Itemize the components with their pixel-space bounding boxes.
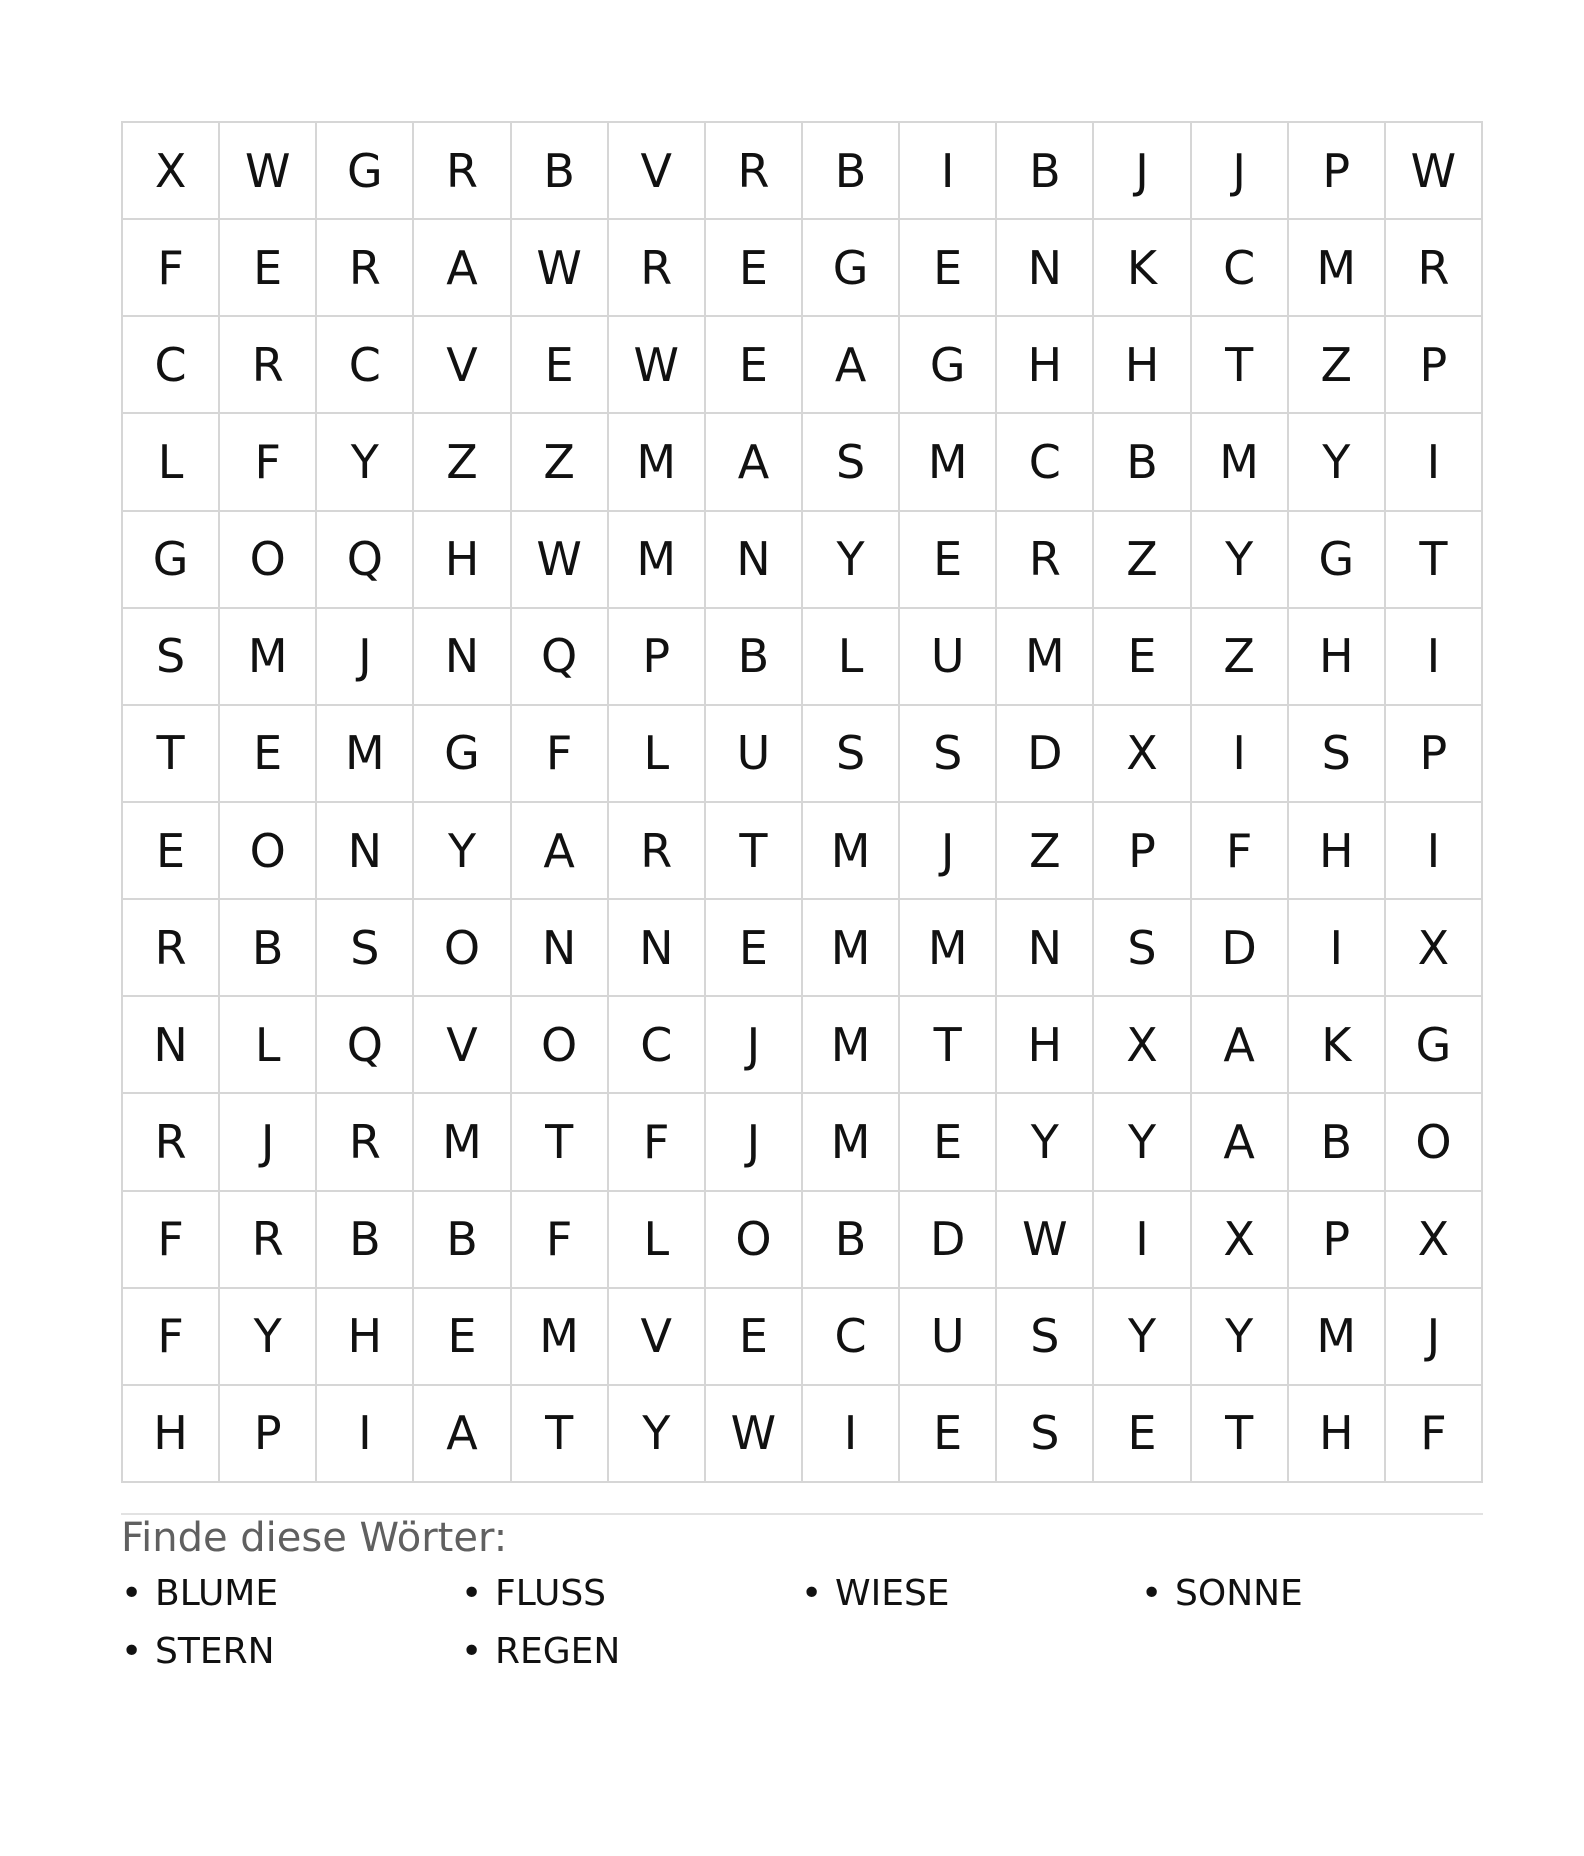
grid-cell[interactable]: E: [706, 900, 803, 997]
bullet-icon: •: [461, 1631, 483, 1672]
grid-cell[interactable]: U: [900, 609, 997, 706]
word-list-item: [461, 1628, 801, 1676]
grid-cell[interactable]: G: [803, 220, 900, 317]
grid-cell[interactable]: X: [123, 123, 220, 220]
grid-cell[interactable]: J: [1192, 123, 1289, 220]
grid-cell[interactable]: S: [1094, 900, 1191, 997]
grid-cell[interactable]: M: [997, 609, 1094, 706]
grid-cell[interactable]: M: [803, 803, 900, 900]
grid-cell[interactable]: M: [900, 414, 997, 511]
grid-cell[interactable]: Y: [220, 1289, 317, 1386]
grid-cell[interactable]: Y: [1094, 1289, 1191, 1386]
grid-cell[interactable]: R: [706, 123, 803, 220]
grid-cell[interactable]: Z: [1289, 317, 1386, 414]
grid-cell[interactable]: E: [900, 220, 997, 317]
grid-cell[interactable]: N: [512, 900, 609, 997]
grid-cell[interactable]: C: [997, 414, 1094, 511]
grid-cell[interactable]: S: [803, 706, 900, 803]
grid-cell[interactable]: S: [123, 609, 220, 706]
grid-cell[interactable]: M: [1289, 1289, 1386, 1386]
word-label: REGEN: [495, 1631, 621, 1672]
grid-cell[interactable]: Y: [1192, 512, 1289, 609]
grid-cell[interactable]: H: [997, 997, 1094, 1094]
grid-cell[interactable]: E: [220, 706, 317, 803]
grid-cell[interactable]: M: [803, 997, 900, 1094]
grid-cell[interactable]: V: [414, 997, 511, 1094]
grid-cell[interactable]: Q: [512, 609, 609, 706]
grid-cell[interactable]: K: [1094, 220, 1191, 317]
grid-cell[interactable]: R: [317, 1094, 414, 1191]
grid-cell[interactable]: Y: [997, 1094, 1094, 1191]
grid-cell[interactable]: B: [803, 1192, 900, 1289]
grid-cell[interactable]: M: [220, 609, 317, 706]
grid-cell[interactable]: M: [317, 706, 414, 803]
grid-cell[interactable]: L: [609, 706, 706, 803]
grid-cell[interactable]: S: [997, 1386, 1094, 1483]
grid-cell[interactable]: W: [220, 123, 317, 220]
grid-cell[interactable]: K: [1289, 997, 1386, 1094]
grid-cell[interactable]: M: [803, 900, 900, 997]
grid-cell[interactable]: G: [414, 706, 511, 803]
grid-cell[interactable]: U: [900, 1289, 997, 1386]
grid-cell[interactable]: A: [1192, 997, 1289, 1094]
grid-cell[interactable]: T: [1386, 512, 1483, 609]
grid-cell[interactable]: I: [1094, 1192, 1191, 1289]
grid-cell[interactable]: T: [123, 706, 220, 803]
grid-cell[interactable]: D: [900, 1192, 997, 1289]
grid-cell[interactable]: I: [1192, 706, 1289, 803]
grid-cell[interactable]: E: [414, 1289, 511, 1386]
bullet-icon: •: [1141, 1573, 1163, 1614]
letter-grid: [121, 121, 1483, 1483]
grid-cell[interactable]: E: [1094, 609, 1191, 706]
grid-cell[interactable]: X: [1386, 900, 1483, 997]
grid-cell[interactable]: N: [997, 900, 1094, 997]
grid-cell[interactable]: F: [123, 220, 220, 317]
grid-cell[interactable]: Q: [317, 997, 414, 1094]
grid-cell[interactable]: F: [609, 1094, 706, 1191]
grid-cell[interactable]: F: [220, 414, 317, 511]
grid-cell[interactable]: N: [414, 609, 511, 706]
grid-cell[interactable]: Z: [997, 803, 1094, 900]
word-list-item: [121, 1628, 461, 1676]
grid-cell[interactable]: E: [900, 1386, 997, 1483]
grid-cell[interactable]: M: [803, 1094, 900, 1191]
grid-cell[interactable]: F: [1386, 1386, 1483, 1483]
grid-cell[interactable]: T: [512, 1094, 609, 1191]
grid-cell[interactable]: C: [317, 317, 414, 414]
grid-cell[interactable]: P: [1289, 1192, 1386, 1289]
grid-cell[interactable]: E: [1094, 1386, 1191, 1483]
grid-cell[interactable]: W: [997, 1192, 1094, 1289]
grid-cell[interactable]: E: [706, 220, 803, 317]
grid-cell[interactable]: H: [317, 1289, 414, 1386]
grid-cell[interactable]: P: [1094, 803, 1191, 900]
grid-cell[interactable]: G: [900, 317, 997, 414]
grid-cell[interactable]: B: [414, 1192, 511, 1289]
grid-cell[interactable]: C: [803, 1289, 900, 1386]
grid-cell[interactable]: W: [512, 512, 609, 609]
grid-cell[interactable]: I: [1386, 414, 1483, 511]
word-label: SONNE: [1175, 1573, 1303, 1614]
grid-cell[interactable]: P: [1386, 317, 1483, 414]
grid-cell[interactable]: M: [512, 1289, 609, 1386]
grid-cell[interactable]: P: [1386, 706, 1483, 803]
grid-cell[interactable]: B: [1289, 1094, 1386, 1191]
word-label: BLUME: [155, 1573, 279, 1614]
grid-cell[interactable]: N: [123, 997, 220, 1094]
grid-cell[interactable]: W: [706, 1386, 803, 1483]
grid-cell[interactable]: W: [512, 220, 609, 317]
grid-cell[interactable]: O: [512, 997, 609, 1094]
word-label: WIESE: [835, 1573, 950, 1614]
grid-cell[interactable]: I: [900, 123, 997, 220]
grid-cell[interactable]: S: [317, 900, 414, 997]
grid-cell[interactable]: H: [1289, 1386, 1386, 1483]
grid-cell[interactable]: J: [900, 803, 997, 900]
grid-cell[interactable]: B: [997, 123, 1094, 220]
grid-cell[interactable]: S: [997, 1289, 1094, 1386]
grid-cell[interactable]: F: [123, 1289, 220, 1386]
word-list-item: [801, 1570, 1141, 1618]
grid-cell[interactable]: M: [900, 900, 997, 997]
grid-cell[interactable]: M: [414, 1094, 511, 1191]
grid-cell[interactable]: M: [1289, 220, 1386, 317]
grid-cell[interactable]: Y: [1192, 1289, 1289, 1386]
grid-cell[interactable]: F: [512, 1192, 609, 1289]
grid-cell[interactable]: F: [1192, 803, 1289, 900]
grid-cell[interactable]: I: [1289, 900, 1386, 997]
grid-cell[interactable]: F: [123, 1192, 220, 1289]
grid-cell[interactable]: T: [1192, 1386, 1289, 1483]
grid-cell[interactable]: J: [1386, 1289, 1483, 1386]
grid-cell[interactable]: J: [317, 609, 414, 706]
grid-cell[interactable]: A: [706, 414, 803, 511]
grid-cell[interactable]: M: [1192, 414, 1289, 511]
grid-cell[interactable]: E: [220, 220, 317, 317]
grid-cell[interactable]: S: [1289, 706, 1386, 803]
bullet-icon: •: [801, 1573, 823, 1614]
grid-cell[interactable]: L: [220, 997, 317, 1094]
grid-cell[interactable]: R: [123, 1094, 220, 1191]
grid-cell[interactable]: T: [706, 803, 803, 900]
grid-cell[interactable]: R: [317, 220, 414, 317]
grid-cell[interactable]: Z: [1192, 609, 1289, 706]
grid-cell[interactable]: E: [123, 803, 220, 900]
grid-cell[interactable]: O: [220, 803, 317, 900]
grid-cell[interactable]: T: [1192, 317, 1289, 414]
grid-cell[interactable]: X: [1094, 997, 1191, 1094]
grid-cell[interactable]: H: [997, 317, 1094, 414]
grid-cell[interactable]: Y: [1094, 1094, 1191, 1191]
grid-cell[interactable]: Y: [1289, 414, 1386, 511]
grid-cell[interactable]: H: [1289, 609, 1386, 706]
grid-cell[interactable]: B: [803, 123, 900, 220]
grid-cell[interactable]: A: [512, 803, 609, 900]
grid-cell[interactable]: V: [414, 317, 511, 414]
grid-cell[interactable]: B: [220, 900, 317, 997]
grid-cell[interactable]: F: [512, 706, 609, 803]
grid-cell[interactable]: U: [706, 706, 803, 803]
grid-cell[interactable]: R: [997, 512, 1094, 609]
grid-cell[interactable]: Z: [1094, 512, 1191, 609]
bullet-icon: •: [461, 1573, 483, 1614]
grid-cell[interactable]: C: [1192, 220, 1289, 317]
grid-cell[interactable]: A: [1192, 1094, 1289, 1191]
grid-cell[interactable]: W: [609, 317, 706, 414]
word-list-item: [1141, 1570, 1481, 1618]
grid-cell[interactable]: Q: [317, 512, 414, 609]
grid-cell[interactable]: L: [123, 414, 220, 511]
grid-cell[interactable]: J: [1094, 123, 1191, 220]
grid-cell[interactable]: N: [997, 220, 1094, 317]
word-list: [121, 1570, 1483, 1676]
grid-cell[interactable]: M: [609, 512, 706, 609]
grid-cell[interactable]: R: [414, 123, 511, 220]
grid-cell[interactable]: E: [706, 1289, 803, 1386]
grid-cell[interactable]: A: [414, 1386, 511, 1483]
grid-cell[interactable]: T: [512, 1386, 609, 1483]
word-label: FLUSS: [495, 1573, 607, 1614]
grid-cell[interactable]: P: [220, 1386, 317, 1483]
grid-cell[interactable]: R: [1386, 220, 1483, 317]
grid-cell[interactable]: P: [1289, 123, 1386, 220]
grid-cell[interactable]: G: [1289, 512, 1386, 609]
grid-cell[interactable]: B: [317, 1192, 414, 1289]
grid-cell[interactable]: Y: [609, 1386, 706, 1483]
grid-cell[interactable]: C: [123, 317, 220, 414]
grid-cell[interactable]: B: [1094, 414, 1191, 511]
grid-cell[interactable]: R: [220, 317, 317, 414]
grid-cell[interactable]: E: [900, 1094, 997, 1191]
grid-cell[interactable]: W: [1386, 123, 1483, 220]
grid-cell[interactable]: H: [1094, 317, 1191, 414]
grid-cell[interactable]: S: [803, 414, 900, 511]
word-list-item: [121, 1570, 461, 1618]
grid-cell[interactable]: Y: [414, 803, 511, 900]
grid-cell[interactable]: V: [609, 1289, 706, 1386]
grid-cell[interactable]: R: [220, 1192, 317, 1289]
grid-cell[interactable]: D: [1192, 900, 1289, 997]
grid-cell[interactable]: P: [609, 609, 706, 706]
grid-cell[interactable]: N: [609, 900, 706, 997]
bullet-icon: •: [121, 1631, 143, 1672]
grid-cell[interactable]: Y: [803, 512, 900, 609]
grid-cell[interactable]: O: [1386, 1094, 1483, 1191]
grid-cell[interactable]: H: [123, 1386, 220, 1483]
grid-cell[interactable]: A: [803, 317, 900, 414]
grid-cell[interactable]: L: [803, 609, 900, 706]
grid-cell[interactable]: X: [1386, 1192, 1483, 1289]
grid-cell[interactable]: L: [609, 1192, 706, 1289]
grid-cell[interactable]: I: [803, 1386, 900, 1483]
grid-cell[interactable]: J: [706, 997, 803, 1094]
grid-cell[interactable]: T: [900, 997, 997, 1094]
grid-cell[interactable]: D: [997, 706, 1094, 803]
grid-cell[interactable]: Y: [317, 414, 414, 511]
grid-cell[interactable]: O: [414, 900, 511, 997]
grid-cell[interactable]: H: [414, 512, 511, 609]
grid-cell[interactable]: I: [1386, 803, 1483, 900]
grid-cell[interactable]: E: [706, 317, 803, 414]
grid-cell[interactable]: V: [609, 123, 706, 220]
grid-cell[interactable]: X: [1094, 706, 1191, 803]
grid-cell[interactable]: R: [123, 900, 220, 997]
word-label: STERN: [155, 1631, 275, 1672]
word-list-heading: Finde diese Wörter:: [121, 1515, 508, 1561]
grid-cell[interactable]: G: [1386, 997, 1483, 1094]
grid-cell[interactable]: O: [706, 1192, 803, 1289]
grid-cell[interactable]: H: [1289, 803, 1386, 900]
grid-cell[interactable]: E: [512, 317, 609, 414]
grid-cell[interactable]: I: [1386, 609, 1483, 706]
grid-cell[interactable]: R: [609, 803, 706, 900]
grid-cell[interactable]: A: [414, 220, 511, 317]
grid-cell[interactable]: O: [220, 512, 317, 609]
grid-cell[interactable]: X: [1192, 1192, 1289, 1289]
grid-cell[interactable]: I: [317, 1386, 414, 1483]
grid-cell[interactable]: Z: [414, 414, 511, 511]
grid-cell[interactable]: E: [900, 512, 997, 609]
grid-cell[interactable]: B: [706, 609, 803, 706]
bullet-icon: •: [121, 1573, 143, 1614]
word-list-item: [461, 1570, 801, 1618]
grid-cell[interactable]: Z: [512, 414, 609, 511]
grid-cell[interactable]: N: [706, 512, 803, 609]
grid-cell[interactable]: J: [220, 1094, 317, 1191]
grid-cell[interactable]: C: [609, 997, 706, 1094]
grid-cell[interactable]: G: [123, 512, 220, 609]
grid-cell[interactable]: M: [609, 414, 706, 511]
grid-cell[interactable]: J: [706, 1094, 803, 1191]
grid-cell[interactable]: B: [512, 123, 609, 220]
grid-cell[interactable]: G: [317, 123, 414, 220]
grid-cell[interactable]: R: [609, 220, 706, 317]
grid-cell[interactable]: S: [900, 706, 997, 803]
grid-cell[interactable]: N: [317, 803, 414, 900]
